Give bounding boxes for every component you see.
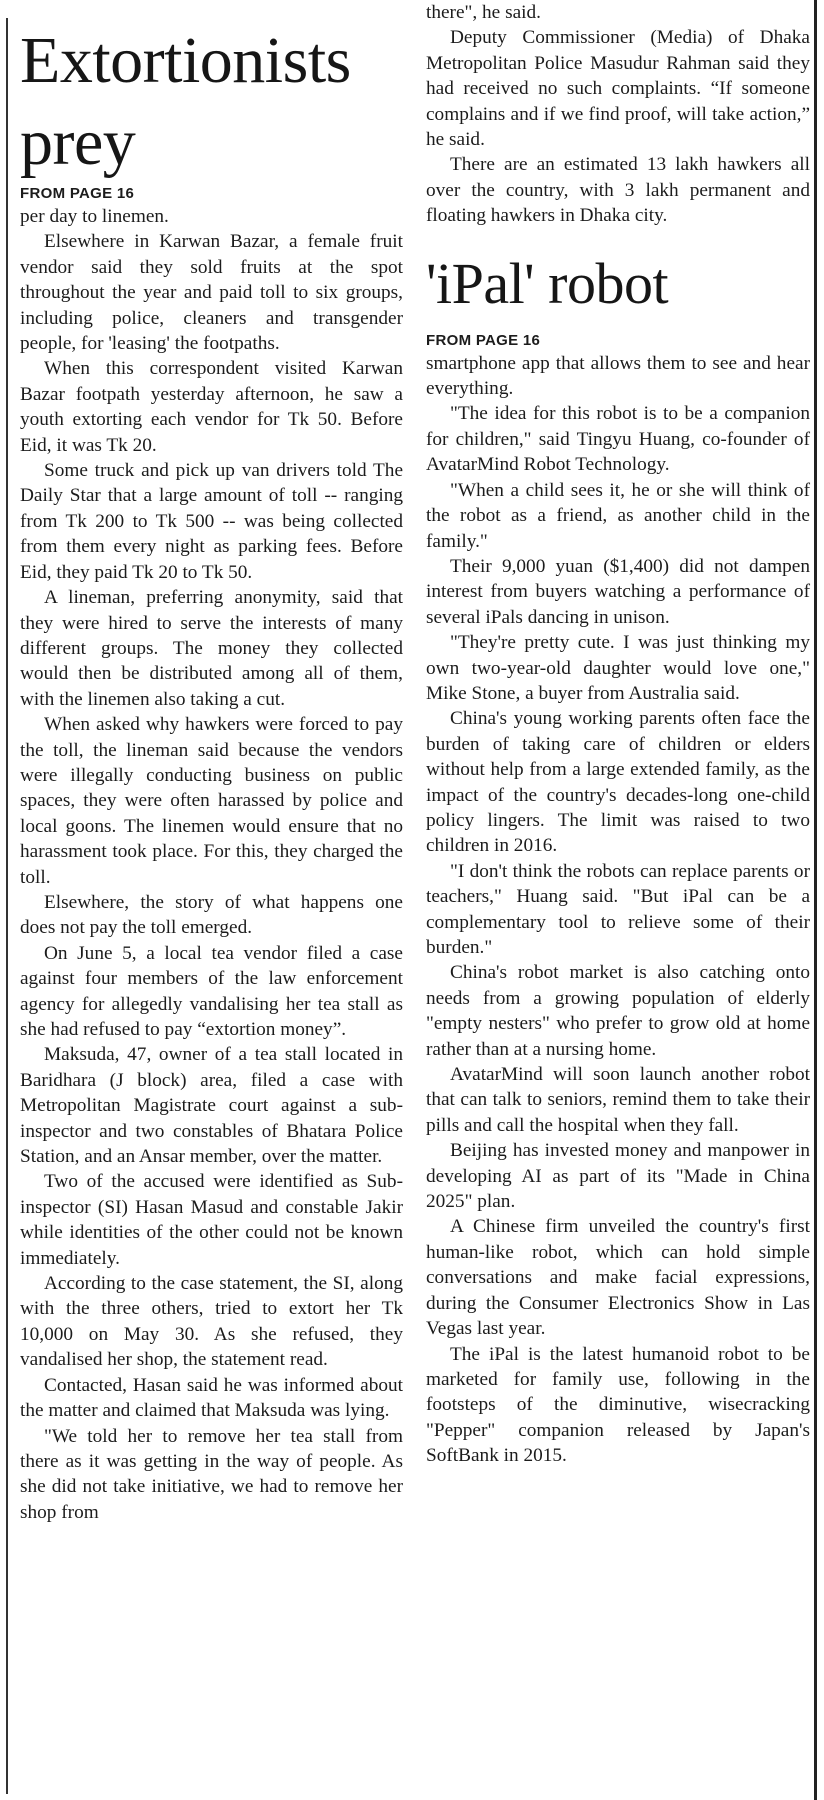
jump-label: FROM PAGE 16 [20, 185, 135, 202]
paragraph: When asked why hawkers were forced to pay the toll, the lineman said because the vendors were illegally conducting business on public spaces, they were often harassed by police and local goons. The linemen would ensure that no harassment took place. For this, they charged the toll. [20, 714, 403, 888]
paragraph: "We told her to remove her tea stall from there as it was getting in the way of people. As she did not take initiative, we had to remove her shop from [20, 1425, 403, 1523]
paragraph: per day to linemen. [20, 206, 169, 227]
paragraph: "The idea for this robot is to be a companion for children," said Tingyu Huang, co-founder of AvatarMind Robot Technology. [426, 403, 810, 476]
paragraph: According to the case statement, the SI, along with the three others, tried to extort her Tk 10,000 on May 30. As she refused, they vandalised her shop, the statement read. [20, 1273, 403, 1371]
paragraph: Maksuda, 47, owner of a tea stall located in Baridhara (J block) area, filed a case with Metropolitan Magistrate court against a sub-inspector and two constables of Bhatara Police Station, and an Ansar member, over the matter. [20, 1044, 403, 1168]
paragraph: Some truck and pick up van drivers told The Daily Star that a large amount of toll -- ranging from Tk 200 to Tk 500 -- was being collected from them every night as parking fees. Before Eid, they paid Tk 20 to Tk 50. [20, 460, 403, 583]
column-rule-left [6, 18, 8, 1794]
paragraph: A Chinese firm unveiled the country's first human-like robot, which can hold simple conversations and make facial expressions, during the Consumer Electronics Show in Las Vegas last year. [426, 1216, 810, 1340]
paragraph: A lineman, preferring anonymity, said that they were hired to serve the interests of many different groups. The money they collected would then be distributed among all of them, with the linemen also taking a cut. [20, 587, 403, 710]
column-rule-right [814, 0, 817, 1800]
column-left [20, 20, 403, 1525]
paragraph: Deputy Commissioner (Media) of Dhaka Metropolitan Police Masudur Rahman said they had received no such complaints. “If someone complains and if we find proof, will take action,” he said. [426, 27, 810, 151]
paragraph: China's robot market is also catching onto needs from a growing population of elderly "empty nesters" who prefer to grow old at home rather than at a nursing home. [426, 962, 810, 1060]
column-right [426, 0, 810, 1469]
headline-extortionists: Extortionists prey [20, 24, 351, 179]
paragraph: There are an estimated 13 lakh hawkers all over the country, with 3 lakh permanent and floating hawkers in Dhaka city. [426, 154, 810, 227]
paragraph: China's young working parents often face the burden of taking care of children or elders without help from a large extended family, as the impact of the country's decades-long one-child policy lingers. The limit was raised to two children in 2016. [426, 708, 810, 857]
headline-ipal-robot: 'iPal' robot [426, 250, 669, 316]
paragraph: AvatarMind will soon launch another robot that can talk to seniors, remind them to take their pills and call the hospital when they fall. [426, 1064, 810, 1136]
paragraph: Beijing has invested money and manpower in developing AI as part of its "Made in China 2025" plan. [426, 1140, 810, 1213]
paragraph: there", he said. [426, 2, 541, 23]
paragraph: When this correspondent visited Karwan Bazar footpath yesterday afternoon, he saw a youth extorting each vendor for Tk 50. Before Eid, it was Tk 20. [20, 358, 403, 456]
paragraph: On June 5, a local tea vendor filed a case against four members of the law enforcement agency for allegedly vandalising her tea stall as she had refused to pay “extortion money”. [20, 942, 403, 1040]
paragraph: Two of the accused were identified as Sub-inspector (SI) Hasan Masud and constable Jakir while identities of the other could not be known immediately. [20, 1171, 403, 1269]
paragraph: The iPal is the latest humanoid robot to be marketed for family use, following in the footsteps of the diminutive, wisecracking "Pepper" companion released by Japan's SoftBank in 2015. [426, 1343, 810, 1467]
paragraph: smartphone app that allows them to see and hear everything. [426, 352, 810, 400]
paragraph: Elsewhere in Karwan Bazar, a female fruit vendor said they sold fruits at the spot throughout the year and paid toll to six groups, including police, cleaners and transgender people, for 'leasing' the footpaths. [20, 231, 403, 355]
paragraph: Their 9,000 yuan ($1,400) did not dampen interest from buyers watching a performance of several iPals dancing in unison. [426, 555, 810, 628]
paragraph: "They're pretty cute. I was just thinking my own two-year-old daughter would love one," Mike Stone, a buyer from Australia said. [426, 632, 810, 704]
paragraph: Contacted, Hasan said he was informed about the matter and claimed that Maksuda was lying. [20, 1374, 403, 1422]
paragraph: "When a child sees it, he or she will think of the robot as a friend, as another child in the family." [426, 479, 810, 552]
jump-label: FROM PAGE 16 [426, 331, 541, 349]
paragraph: Elsewhere, the story of what happens one does not pay the toll emerged. [20, 891, 403, 939]
paragraph: "I don't think the robots can replace parents or teachers," Huang said. "But iPal can be a complementary tool to relieve some of their burden." [426, 860, 810, 958]
